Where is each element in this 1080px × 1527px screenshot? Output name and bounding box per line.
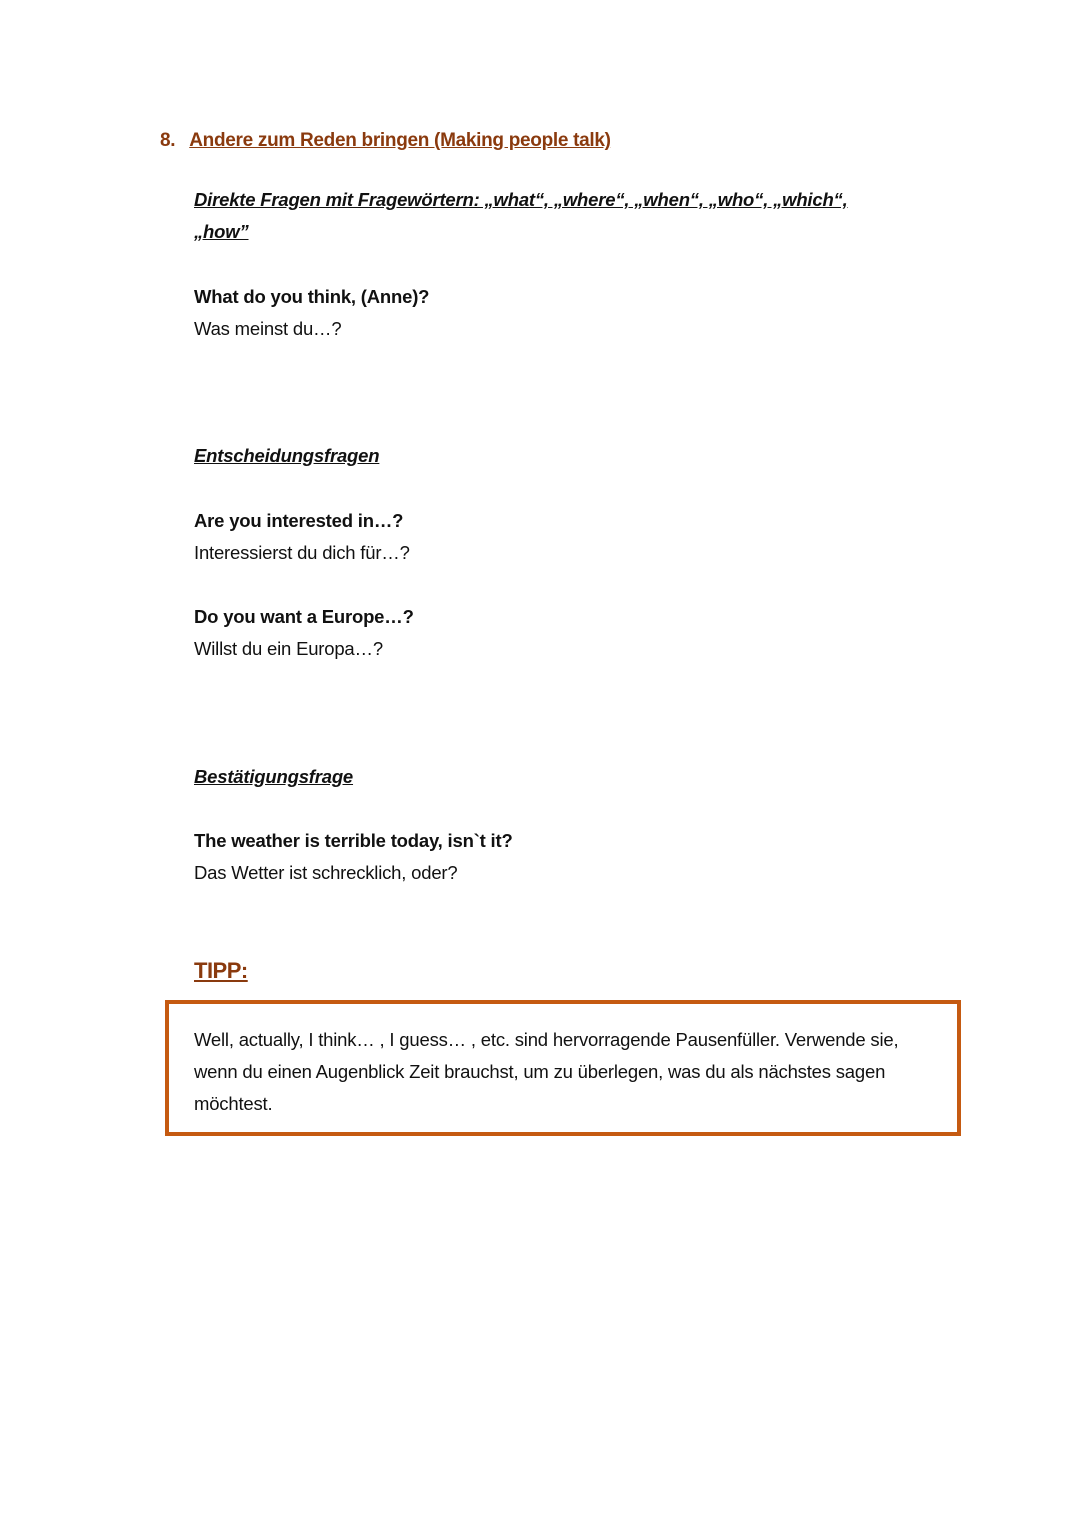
subheading-direct-questions-cont: „how” (194, 221, 249, 242)
phrase-english: Are you interested in…? (194, 510, 404, 531)
section-heading (160, 130, 611, 152)
phrase-german: Das Wetter ist schrecklich, oder? (194, 862, 458, 883)
subheading-decision-questions: Entscheidungsfragen (194, 445, 380, 466)
tip-box (165, 1000, 961, 1136)
phrase-english: The weather is terrible today, isn`t it? (194, 830, 513, 851)
phrase-german: Interessierst du dich für…? (194, 542, 410, 563)
section-number: 8. (160, 130, 176, 151)
phrase-english: What do you think, (Anne)? (194, 286, 430, 307)
phrase-english: Do you want a Europe…? (194, 606, 414, 627)
phrase-german: Willst du ein Europa…? (194, 638, 383, 659)
subheading-direct-questions: Direkte Fragen mit Fragewörtern: „what“, „where“, „when“, „who“, „which“, (194, 189, 848, 210)
subheading-confirmation-question: Bestätigungsfrage (194, 766, 354, 787)
tip-title: TIPP: (194, 958, 248, 983)
tip-text: Well, actually, I think… , I guess… , etc. sind hervorragende Pausenfüller. Verwende sie, wenn du einen Augenblick Zeit brauchst, um zu überlegen, was du als nächstes sagen möchtest. (194, 1029, 899, 1114)
phrase-german: Was meinst du…? (194, 318, 342, 339)
section-title: Andere zum Reden bringen (Making people talk) (189, 130, 611, 151)
